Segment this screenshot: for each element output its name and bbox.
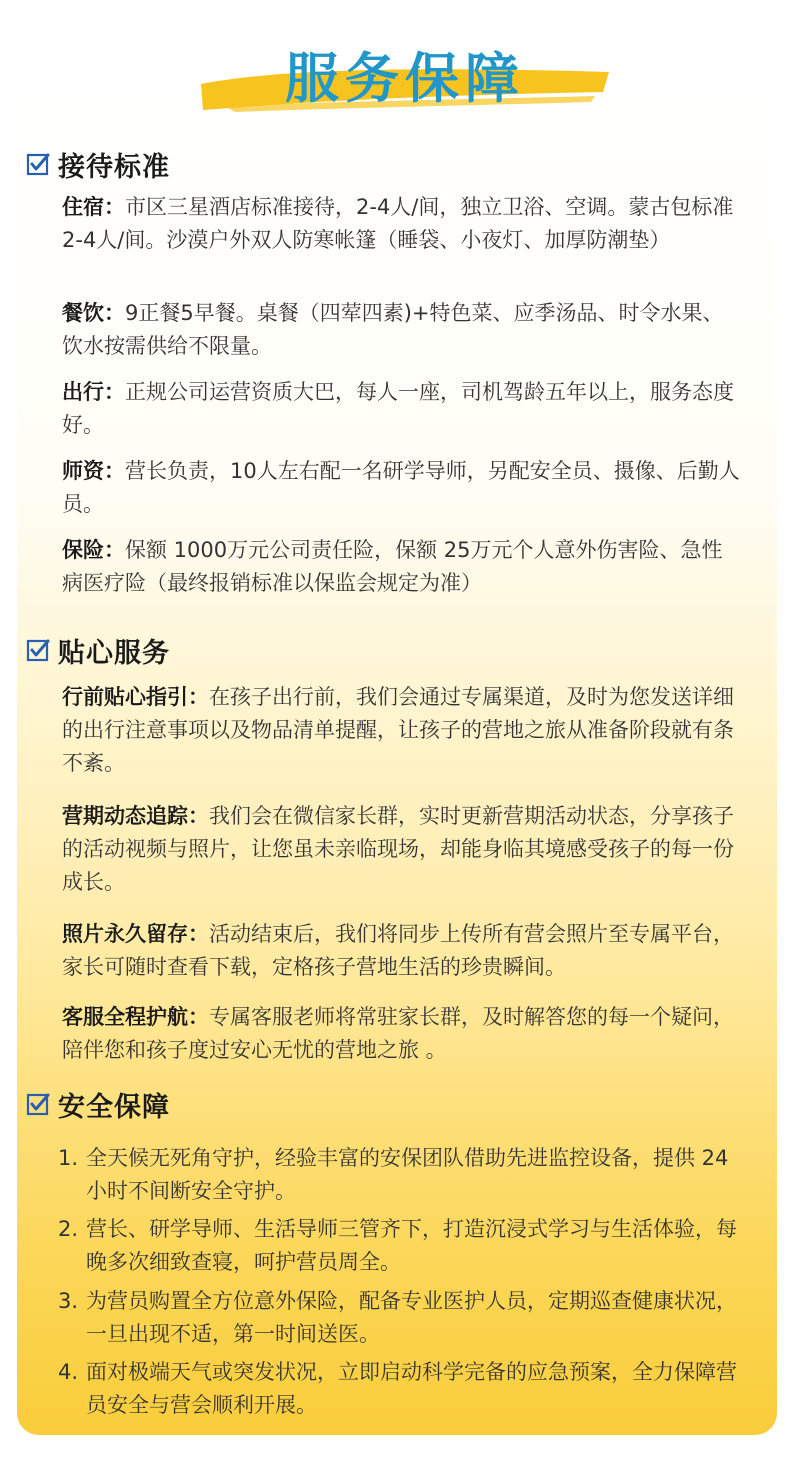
- item-number: 3.: [58, 1289, 79, 1313]
- item-text: 为营员购置全方位意外保险，配备专业医护人员，定期巡查健康状况，一旦出现不适，第一时间送医。: [86, 1289, 737, 1346]
- checkbox-icon: [26, 1092, 50, 1116]
- item-label: 师资：: [62, 459, 125, 483]
- list-item: [62, 1001, 742, 1067]
- section-header-service: [26, 632, 170, 668]
- list-item: [62, 455, 742, 521]
- section-header-safety: [26, 1086, 170, 1122]
- item-label: 客服全程护航：: [62, 1005, 209, 1029]
- item-label: 餐饮：: [62, 301, 125, 325]
- header-banner: [195, 44, 615, 118]
- list-item: [62, 918, 742, 984]
- numbered-item: [58, 1142, 748, 1208]
- section-title: 安全保障: [58, 1091, 170, 1123]
- section-title: 接待标准: [58, 151, 170, 183]
- item-text: 营长、研学导师、生活导师三管齐下，打造沉浸式学习与生活体验，每晚多次细致查寝，呵护营员周全。: [86, 1217, 737, 1274]
- numbered-item: [58, 1285, 748, 1351]
- list-item: [62, 191, 742, 257]
- list-item: [62, 800, 742, 899]
- item-label: 营期动态追踪：: [62, 804, 209, 828]
- item-text: 9正餐5早餐。桌餐（四荤四素)+特色菜、应季汤品、时令水果、饮水按需供给不限量。: [62, 301, 724, 358]
- item-label: 住宿：: [62, 195, 125, 219]
- checkbox-icon: [26, 638, 50, 662]
- item-text: 面对极端天气或突发状况，立即启动科学完备的应急预案，全力保障营员安全与营会顺利开展。: [86, 1360, 737, 1417]
- item-text: 活动结束后，我们将同步上传所有营会照片至专属平台，家长可随时查看下载，定格孩子营地生活的珍贵瞬间。: [62, 922, 734, 979]
- section-header-reception: [26, 146, 170, 182]
- item-number: 4.: [58, 1360, 79, 1384]
- numbered-item: [58, 1356, 748, 1422]
- item-text: 营长负责，10人左右配一名研学导师，另配安全员、摄像、后勤人员。: [62, 459, 740, 516]
- item-number: 2.: [58, 1217, 79, 1241]
- list-item: [62, 534, 742, 600]
- list-item: [62, 681, 742, 780]
- list-item: [62, 297, 742, 363]
- list-item: [62, 376, 742, 442]
- item-text: 全天候无死角守护，经验丰富的安保团队借助先进监控设备，提供 24 小时不间断安全守护。: [86, 1146, 729, 1203]
- item-label: 照片永久留存：: [62, 922, 209, 946]
- item-label: 行前贴心指引：: [62, 685, 209, 709]
- item-text: 我们会在微信家长群，实时更新营期活动状态，分享孩子的活动视频与照片，让您虽未亲临现场，却能身临其境感受孩子的每一份成长。: [62, 804, 734, 894]
- item-label: 保险：: [62, 538, 125, 562]
- item-text: 专属客服老师将常驻家长群，及时解答您的每一个疑问，陪伴您和孩子度过安心无忧的营地之旅 。: [62, 1005, 734, 1062]
- item-number: 1.: [58, 1146, 79, 1170]
- item-text: 正规公司运营资质大巴，每人一座，司机驾龄五年以上，服务态度好。: [62, 380, 734, 437]
- page-title: 服务保障: [285, 47, 525, 110]
- item-text: 保额 1000万元公司责任险，保额 25万元个人意外伤害险、急性病医疗险（最终报销标准以保监会规定为准）: [62, 538, 723, 595]
- numbered-item: [58, 1213, 748, 1279]
- section-title: 贴心服务: [58, 637, 170, 669]
- item-text: 在孩子出行前，我们会通过专属渠道，及时为您发送详细的出行注意事项以及物品清单提醒，让孩子的营地之旅从准备阶段就有条不紊。: [62, 685, 734, 775]
- item-text: 市区三星酒店标准接待，2-4人/间，独立卫浴、空调。蒙古包标准 2-4人/间。沙漠户外双人防寒帐篷（睡袋、小夜灯、加厚防潮垫）: [62, 195, 734, 252]
- checkbox-icon: [26, 152, 50, 176]
- item-label: 出行：: [62, 380, 125, 404]
